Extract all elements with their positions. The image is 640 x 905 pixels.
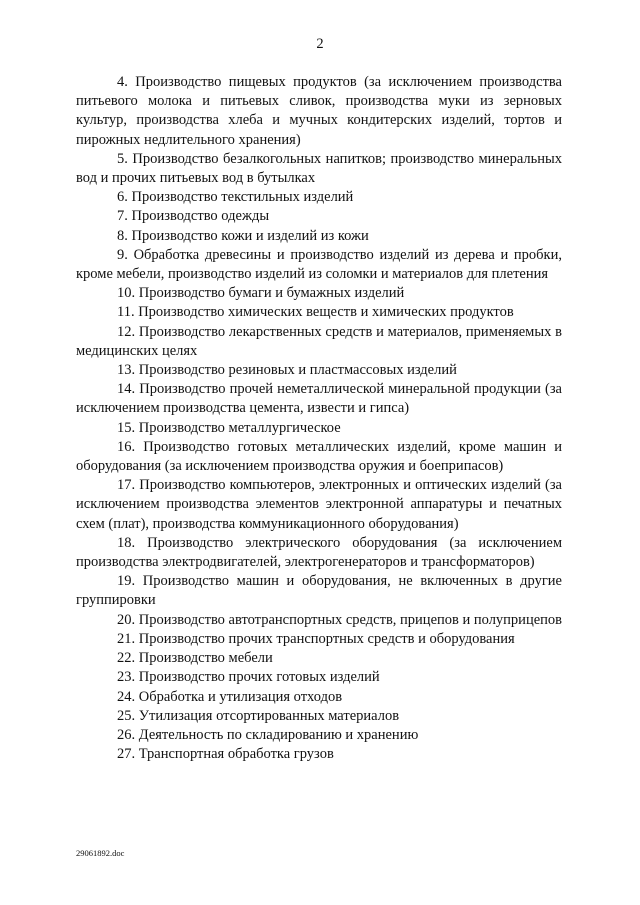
- page-number: 2: [316, 36, 324, 52]
- list-item: 25. Утилизация отсортированных материалов: [117, 707, 400, 724]
- list-item: 7. Производство одежды: [117, 208, 270, 225]
- list-item: 20. Производство автотранспортных средств, прицепов и полуприцепов: [117, 611, 562, 628]
- list-item: 4. Производство пищевых продуктов (за исключением производства питьевого молока и питьевых сливок, производства муки из зерновых культур, производства хлеба и мучных кондитерских изделий, тортов и пирожных недлительного хранения): [76, 74, 562, 148]
- list-item: 9. Обработка древесины и производство изделий из дерева и пробки, кроме мебели, производство изделий из соломки и материалов для плетения: [76, 246, 562, 283]
- list-item: 23. Производство прочих готовых изделий: [117, 669, 380, 686]
- list-item: 21. Производство прочих транспортных средств и оборудования: [117, 630, 515, 647]
- list-item: 26. Деятельность по складированию и хранению: [117, 726, 419, 743]
- list-item: 14. Производство прочей неметаллической минеральной продукции (за исключением производства цемента, извести и гипса): [76, 381, 562, 417]
- activity-list: [76, 73, 562, 764]
- list-item: 6. Производство текстильных изделий: [117, 189, 354, 206]
- list-item: 10. Производство бумаги и бумажных изделий: [117, 285, 405, 302]
- list-item: 16. Производство готовых металлических изделий, кроме машин и оборудования (за исключением производства оружия и боеприпасов): [76, 438, 562, 475]
- list-item: 12. Производство лекарственных средств и материалов, применяемых в медицинских целях: [76, 323, 562, 359]
- list-item: 13. Производство резиновых и пластмассовых изделий: [117, 362, 457, 379]
- list-item: 19. Производство машин и оборудования, не включенных в другие группировки: [76, 573, 562, 609]
- list-item: 18. Производство электрического оборудования (за исключением производства электродвигателей, электрогенераторов и трансформаторов): [76, 534, 562, 571]
- list-item: 17. Производство компьютеров, электронных и оптических изделий (за исключением производства элементов электронной аппаратуры и печатных схем (плат), производства коммуникационного оборудования): [76, 477, 562, 532]
- list-item: 8. Производство кожи и изделий из кожи: [117, 227, 369, 244]
- list-item: 11. Производство химических веществ и химических продуктов: [117, 304, 514, 321]
- list-item: 15. Производство металлургическое: [117, 419, 341, 436]
- list-item: 5. Производство безалкогольных напитков; производство минеральных вод и прочих питьевых вод в бутылках: [76, 150, 562, 187]
- footer-filename: 29061892.doc: [76, 848, 125, 858]
- list-item: 27. Транспортная обработка грузов: [117, 746, 334, 763]
- list-item: 24. Обработка и утилизация отходов: [117, 688, 343, 705]
- list-item: 22. Производство мебели: [117, 650, 273, 667]
